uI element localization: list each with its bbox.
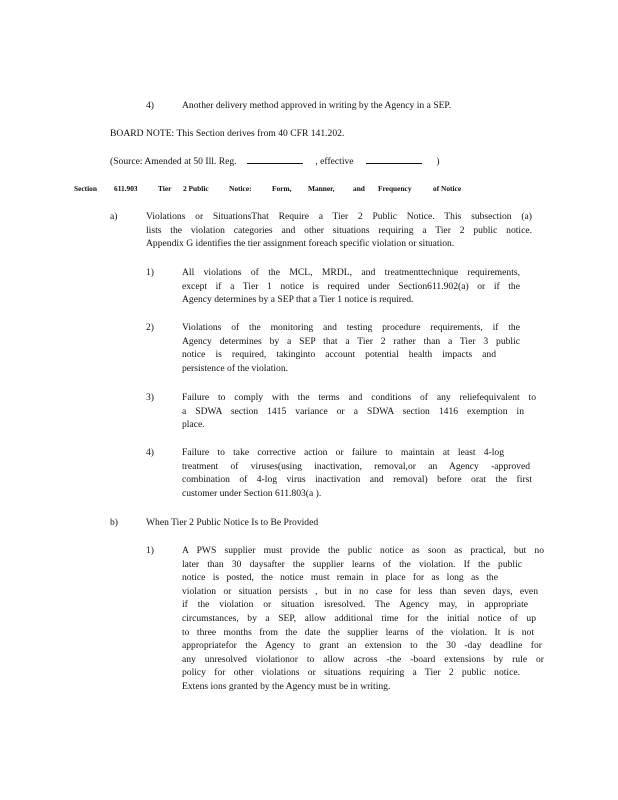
source-effective: , effective xyxy=(315,156,354,167)
item-a2-text xyxy=(182,321,520,375)
item-a3-text xyxy=(182,391,536,432)
text-line: Failure to take corrective action or failure to maintain at least 4-log xyxy=(182,447,504,458)
item-a2-number: 2) xyxy=(146,322,154,333)
text-line: combination of 4-log virus inactivation and removal) before orat the first xyxy=(182,474,532,486)
source-line xyxy=(110,154,440,169)
subsection-b-heading: When Tier 2 Public Notice Is to Be Provided xyxy=(146,517,319,528)
text-line: A PWS supplier must provide the public notice as soon as practical, but no xyxy=(182,545,544,556)
item-a1-number: 1) xyxy=(146,267,154,278)
text-line: All violations of the MCL, MRDL, and treatmenttechnique requirements, xyxy=(182,267,520,278)
source-close: ) xyxy=(436,156,440,167)
section-label: Section xyxy=(74,184,97,193)
text-line: policy for other violations or situations requiring a Tier 2 public notice. xyxy=(182,667,520,679)
section-title-word: Frequency xyxy=(378,184,412,193)
text-line: to three months from the date the supplier learns of the violation. It is not xyxy=(182,626,534,638)
text-line: Failure to comply with the terms and conditions of any reliefequivalent to xyxy=(182,392,536,403)
text-line: any unresolved violationor to allow across -the -board extensions by rule or xyxy=(182,653,544,665)
section-number: 611.903 xyxy=(114,184,138,193)
text-line: Violations of the monitoring and testing procedure requirements, if the xyxy=(182,322,520,333)
text-line: if the violation or situation isresolved. The Agency may, in appropriate xyxy=(182,599,528,611)
subsection-a-letter: a) xyxy=(110,211,118,222)
register-page-blank xyxy=(247,154,303,164)
text-line: Appendix G identifies the tier assignment foreach specific violation or situation. xyxy=(146,238,455,250)
item-4-number: 4) xyxy=(146,100,154,111)
item-a4-number: 4) xyxy=(146,447,154,458)
section-title-word: Tier xyxy=(158,184,172,193)
section-title-word: and xyxy=(353,184,365,193)
item-a4-text xyxy=(182,446,532,500)
text-line: circumstances, by a SEP, allow additional time for the initial notice of up xyxy=(182,612,536,624)
section-title-word: of Notice xyxy=(433,184,462,193)
text-line: Extens ions granted by the Agency must be in writing. xyxy=(182,680,391,692)
text-line: except if a Tier 1 notice is required under Section611.902(a) or if the xyxy=(182,280,520,292)
subsection-a-text xyxy=(146,210,532,251)
board-note: BOARD NOTE: This Section derives from 40 CFR 141.202. xyxy=(110,128,345,139)
item-a1-text xyxy=(182,266,520,307)
section-title-word: Notice: xyxy=(229,184,252,193)
text-line: lists the violation categories and other situations requiring a Tier 2 public notice. xyxy=(146,224,532,236)
text-line: treatment of viruses(using inactivation, removal,or an Agency -approved xyxy=(182,460,530,472)
text-line: a SDWA section 1415 variance or a SDWA section 1416 exemption in xyxy=(182,405,524,417)
item-b1-text xyxy=(182,544,544,694)
item-4-text: Another delivery method approved in writing by the Agency in a SEP. xyxy=(182,100,452,111)
text-line: place. xyxy=(182,419,205,431)
section-title-word: Form, xyxy=(272,184,292,193)
text-line: persistence of the violation. xyxy=(182,362,289,374)
section-title-word: 2 Public xyxy=(183,184,209,193)
text-line: appropriatefor the Agency to grant an extension to the 30 -day deadline for xyxy=(182,640,542,652)
text-line: Agency determines by a SEP that a Tier 1 notice is required. xyxy=(182,294,414,306)
text-line: notice is required, takinginto account potential health impacts and xyxy=(182,349,496,361)
effective-date-blank xyxy=(366,154,422,164)
text-line: later than 30 daysafter the supplier learns of the violation. If the public xyxy=(182,558,522,570)
text-line: notice is posted, the notice must remain in place for as long as the xyxy=(182,572,498,584)
subsection-b-letter: b) xyxy=(110,517,118,528)
text-line: Violations or SituationsThat Require a Tier 2 Public Notice. This subsection (a) xyxy=(146,211,532,222)
source-prefix: (Source: Amended at 50 Ill. Reg. xyxy=(110,156,237,167)
item-b1-number: 1) xyxy=(146,545,154,556)
section-title-word: Manner, xyxy=(308,184,335,193)
text-line: customer under Section 611.803(a ). xyxy=(182,487,322,499)
text-line: Agency determines by a SEP that a Tier 2 rather than a Tier 3 public xyxy=(182,335,520,347)
text-line: violation or situation persists , but in no case for less than seven days, even xyxy=(182,585,538,597)
item-a3-number: 3) xyxy=(146,392,154,403)
